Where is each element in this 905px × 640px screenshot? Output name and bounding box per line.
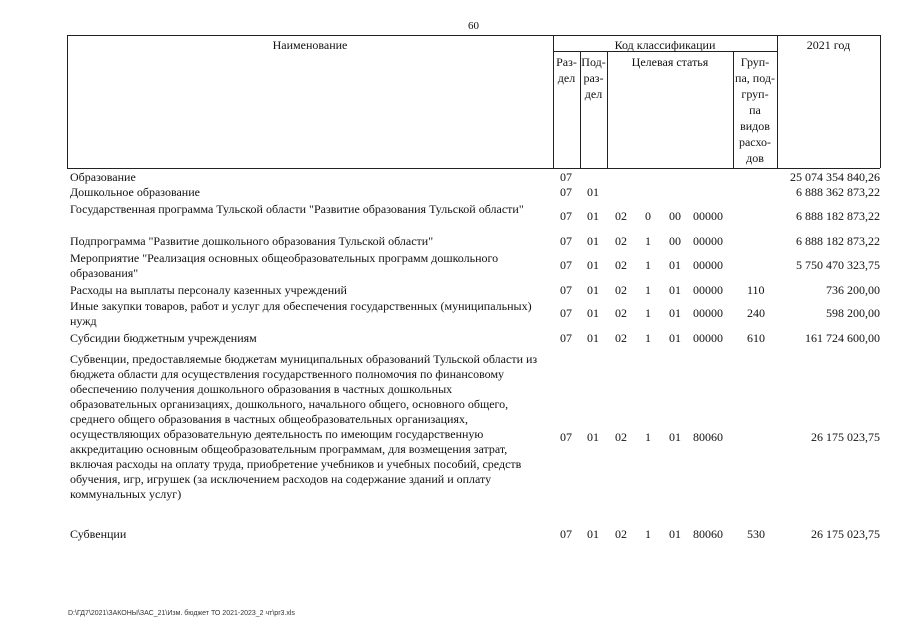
row-target-event: 00 [669, 209, 681, 223]
row-target-direction: 00000 [693, 258, 723, 272]
row-name: Субвенции [70, 527, 127, 541]
year-col-divider [777, 35, 778, 168]
header-podrazdel-line: дел [584, 87, 603, 101]
row-podrazdel: 01 [587, 306, 599, 320]
row-podrazdel: 01 [587, 258, 599, 272]
row-target-direction: 00000 [693, 283, 723, 297]
row-target-direction: 80060 [693, 527, 723, 541]
table-row [68, 202, 880, 232]
row-name: Государственная программа Тульской области "Развитие образования Тульской области" [70, 202, 524, 216]
row-razdel: 07 [560, 527, 572, 541]
row-name: Субсидии бюджетным учреждениям [70, 331, 257, 345]
table-row [68, 170, 880, 185]
row-podrazdel: 01 [587, 283, 599, 297]
header-bottom-border [67, 168, 880, 169]
row-expense-type: 110 [747, 283, 765, 297]
row-target-subprogram: 0 [645, 209, 651, 223]
header-vr-line: груп- [741, 87, 769, 101]
row-amount: 6 888 182 873,22 [796, 234, 880, 248]
header-right-border [880, 35, 881, 168]
row-amount: 25 074 354 840,26 [790, 170, 880, 184]
header-vr-line: расхо- [738, 135, 772, 149]
table-row [68, 185, 880, 200]
header-razdel [553, 54, 580, 86]
row-target-subprogram: 1 [645, 258, 651, 272]
row-target-subprogram: 1 [645, 331, 651, 345]
header-vr-line: дов [746, 151, 764, 165]
row-name: Иные закупки товаров, работ и услуг для обеспечения государственных (муниципальных) нужд [70, 299, 532, 328]
row-target-direction: 00000 [693, 234, 723, 248]
row-target-subprogram: 1 [645, 430, 651, 444]
table-row [68, 352, 880, 518]
header-vr-line: видов [740, 119, 770, 133]
row-podrazdel: 01 [587, 331, 599, 345]
row-razdel: 07 [560, 283, 572, 297]
footer-file-path: D:\ГД7\2021\ЗАКОНЫ\ЗАС_21\Изм. бюджет ТО 2021-2023_2 чт\pr3.xls [68, 610, 295, 617]
row-target-program: 02 [615, 209, 627, 223]
row-target-direction: 00000 [693, 331, 723, 345]
row-name: Расходы на выплаты персоналу казенных учреждений [70, 283, 347, 297]
row-target-direction: 00000 [693, 209, 723, 223]
header-razdel-line: дел [557, 71, 576, 85]
header-vr-line: Груп- [740, 55, 770, 69]
header-vr-line: па, под- [735, 71, 775, 85]
table-row [68, 299, 880, 329]
row-razdel: 07 [560, 209, 572, 223]
header-podrazdel-line: Под- [581, 55, 606, 69]
row-amount: 26 175 023,75 [811, 527, 880, 541]
row-razdel: 07 [560, 234, 572, 248]
row-target-direction: 00000 [693, 306, 723, 320]
row-razdel: 07 [560, 306, 572, 320]
header-podrazdel [580, 54, 607, 102]
row-amount: 6 888 182 873,22 [796, 209, 880, 223]
row-podrazdel: 01 [587, 185, 599, 199]
row-name: Субвенции, предоставляемые бюджетам муниципальных образований Тульской области из бюджета области для осуществления государственного полномочия по финансовому обеспечению получения дошкольного образования в частных дошкольных образовательных организациях, дошкольного, начального общего, основного общего, среднего общего образования в частных общеобразовательных организациях, осуществляющих образовательную деятельность по имеющим государственную аккредитацию основным общеобразовательным программам, для возмещения затрат, включая расходы на оплату труда, приобретение учебников и учебных пособий, средств обучения, игр, игрушек (за исключением расходов на содержание зданий и оплату коммунальных услуг) [70, 352, 538, 501]
row-target-subprogram: 1 [645, 527, 651, 541]
header-vr [733, 54, 777, 166]
row-target-direction: 80060 [693, 430, 723, 444]
header-top-border [67, 35, 880, 36]
row-amount: 6 888 362 873,22 [796, 185, 880, 199]
row-target-event: 01 [669, 283, 681, 297]
row-expense-type: 240 [747, 306, 765, 320]
header-target: Целевая статья [631, 55, 709, 69]
table-row [68, 251, 880, 281]
row-amount: 598 200,00 [826, 306, 880, 320]
page-number: 60 [468, 20, 479, 32]
table-row [68, 527, 880, 542]
row-target-subprogram: 1 [645, 306, 651, 320]
row-target-program: 02 [615, 283, 627, 297]
header-podrazdel-line: раз- [583, 71, 604, 85]
table-row [68, 283, 880, 298]
header-vr-line: па [749, 103, 761, 117]
row-amount: 161 724 600,00 [805, 331, 880, 345]
row-target-program: 02 [615, 331, 627, 345]
header-name: Наименование [272, 38, 348, 52]
row-amount: 5 750 470 323,75 [796, 258, 880, 272]
row-razdel: 07 [560, 258, 572, 272]
row-target-event: 01 [669, 306, 681, 320]
row-razdel: 07 [560, 430, 572, 444]
row-name: Мероприятие "Реализация основных общеобразовательных программ дошкольного образования" [70, 251, 499, 280]
row-podrazdel: 01 [587, 527, 599, 541]
header-year: 2021 год [806, 38, 851, 52]
table-row [68, 234, 880, 250]
row-target-program: 02 [615, 527, 627, 541]
row-name: Образование [70, 170, 136, 184]
row-expense-type: 610 [747, 331, 765, 345]
row-target-subprogram: 1 [645, 234, 651, 248]
row-target-event: 01 [669, 430, 681, 444]
row-target-event: 01 [669, 258, 681, 272]
row-podrazdel: 01 [587, 430, 599, 444]
row-amount: 26 175 023,75 [811, 430, 880, 444]
table-row [68, 331, 880, 346]
row-target-event: 01 [669, 331, 681, 345]
row-target-event: 00 [669, 234, 681, 248]
row-expense-type: 530 [747, 527, 765, 541]
row-razdel: 07 [560, 170, 572, 184]
row-target-program: 02 [615, 430, 627, 444]
row-razdel: 07 [560, 331, 572, 345]
header-left-border [67, 35, 68, 168]
row-target-program: 02 [615, 306, 627, 320]
row-razdel: 07 [560, 185, 572, 199]
row-podrazdel: 01 [587, 234, 599, 248]
row-name: Подпрограмма "Развитие дошкольного образования Тульской области" [70, 234, 434, 248]
header-razdel-line: Раз- [556, 55, 577, 69]
row-target-event: 01 [669, 527, 681, 541]
row-podrazdel: 01 [587, 209, 599, 223]
row-target-program: 02 [615, 258, 627, 272]
row-target-subprogram: 1 [645, 283, 651, 297]
header-code-group: Код классификации [614, 38, 716, 52]
row-name: Дошкольное образование [70, 185, 200, 199]
row-target-program: 02 [615, 234, 627, 248]
row-amount: 736 200,00 [826, 283, 880, 297]
